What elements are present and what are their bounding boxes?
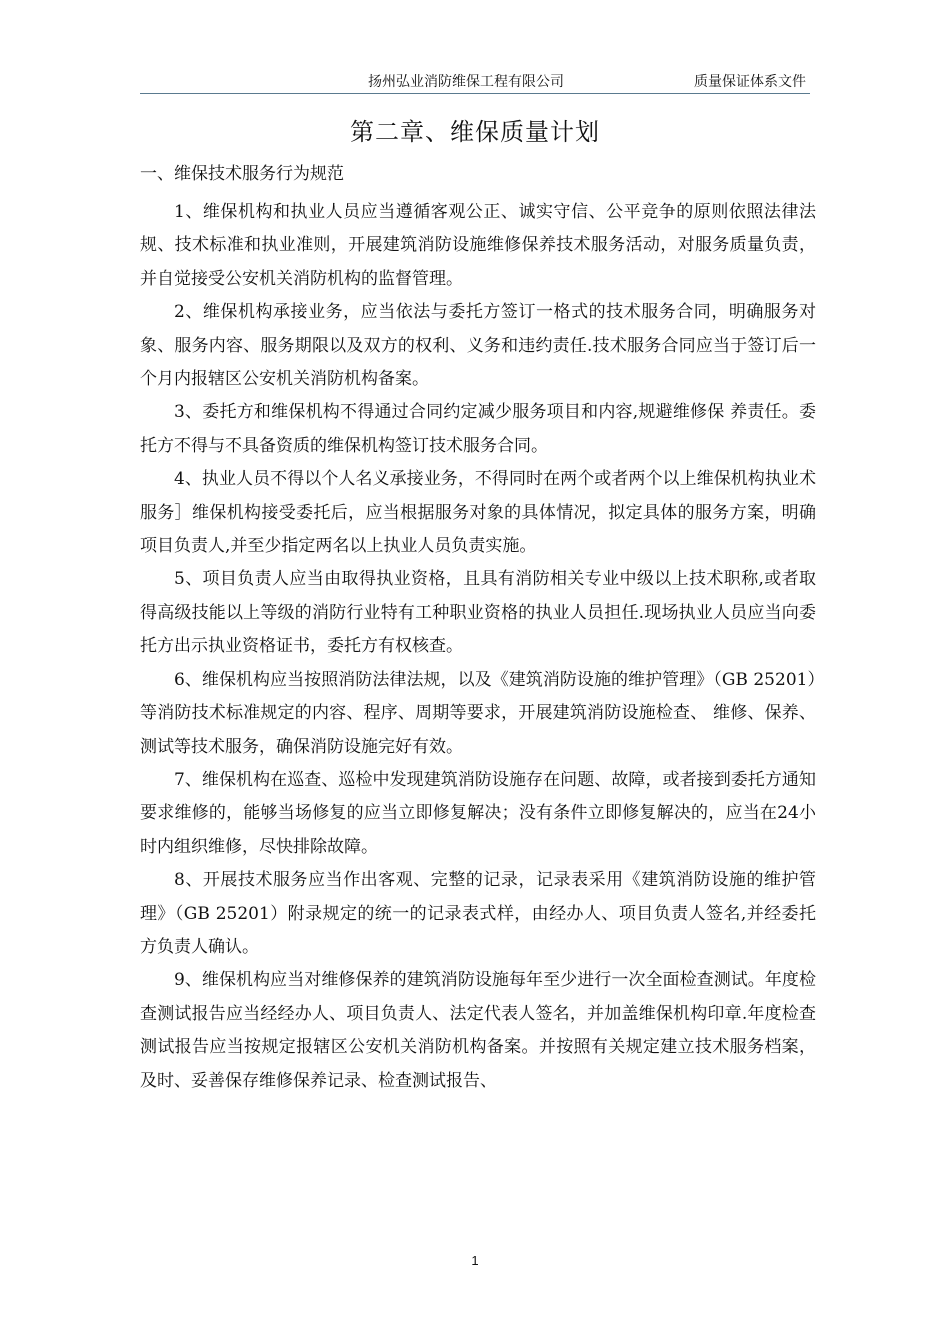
paragraph-1: 1、维保机构和执业人员应当遵循客观公正、诚实守信、公平竞争的原则依照法律法规、技术标准和执业准则，开展建筑消防设施维修保养技术服务活动，对服务质量负责，并自觉接受公安机关消防机构的监督管理。 bbox=[140, 202, 816, 289]
body-content bbox=[140, 196, 816, 1098]
header-divider bbox=[140, 93, 810, 94]
document-type: 质量保证体系文件 bbox=[694, 74, 806, 90]
section-heading: 一、维保技术服务行为规范 bbox=[140, 164, 344, 184]
company-name: 扬州弘业消防维保工程有限公司 bbox=[368, 74, 564, 90]
paragraph-5: 5、项目负责人应当由取得执业资格，且具有消防相关专业中级以上技术职称,或者取得高级技能以上等级的消防行业特有工种职业资格的执业人员担任.现场执业人员应当向委托方出示执业资格证书，委托方有权核查。 bbox=[140, 569, 816, 657]
chapter-title: 第二章、维保质量计划 bbox=[350, 118, 600, 146]
paragraph-7: 7、维保机构在巡查、巡检中发现建筑消防设施存在问题、故障，或者接到委托方通知要求维修的，能够当场修复的应当立即修复解决；没有条件立即修复解决的，应当在24小时内组织维修，尽快排除故障。 bbox=[140, 769, 816, 857]
paragraph-9: 9、维保机构应当对维修保养的建筑消防设施每年至少进行一次全面检查测试。年度检查测试报告应当经经办人、项目负责人、法定代表人签名，并加盖维保机构印章.年度检查测试报告应当按规定报辖区公安机关消防机构备案。并按照有关规定建立技术服务档案，及时、妥善保存维修保养记录、检查测试报告、 bbox=[140, 970, 816, 1091]
paragraph-4: 4、执业人员不得以个人名义承接业务，不得同时在两个或者两个以上维保机构执业术服务］维保机构接受委托后，应当根据服务对象的具体情况，拟定具体的服务方案，明确项目负责人,并至少指定两名以上执业人员负责实施。 bbox=[140, 469, 816, 557]
paragraph-6: 6、维保机构应当按照消防法律法规，以及《建筑消防设施的维护管理》（GB 25201）等消防技术标准规定的内容、程序、周期等要求，开展建筑消防设施检查、 维修、保养、测试等技术服务，确保消防设施完好有效。 bbox=[140, 669, 816, 757]
paragraph-8: 8、开展技术服务应当作出客观、完整的记录，记录表采用《建筑消防设施的维护管理》（GB 25201）附录规定的统一的记录表式样，由经办人、项目负责人签名,并经委托方负责人确认。 bbox=[140, 870, 816, 957]
paragraph-2: 2、维保机构承接业务，应当依法与委托方签订一格式的技术服务合同，明确服务对象、服务内容、服务期限以及双方的权利、义务和违约责任.技术服务合同应当于签订后一个月内报辖区公安机关消防机构备案。 bbox=[140, 302, 816, 390]
page-number: 1 bbox=[471, 1253, 479, 1268]
paragraph-3: 3、委托方和维保机构不得通过合同约定减少服务项目和内容,规避维修保 养责任。委托方不得与不具备资质的维保机构签订技术服务合同。 bbox=[140, 402, 816, 456]
page-header bbox=[140, 72, 810, 92]
